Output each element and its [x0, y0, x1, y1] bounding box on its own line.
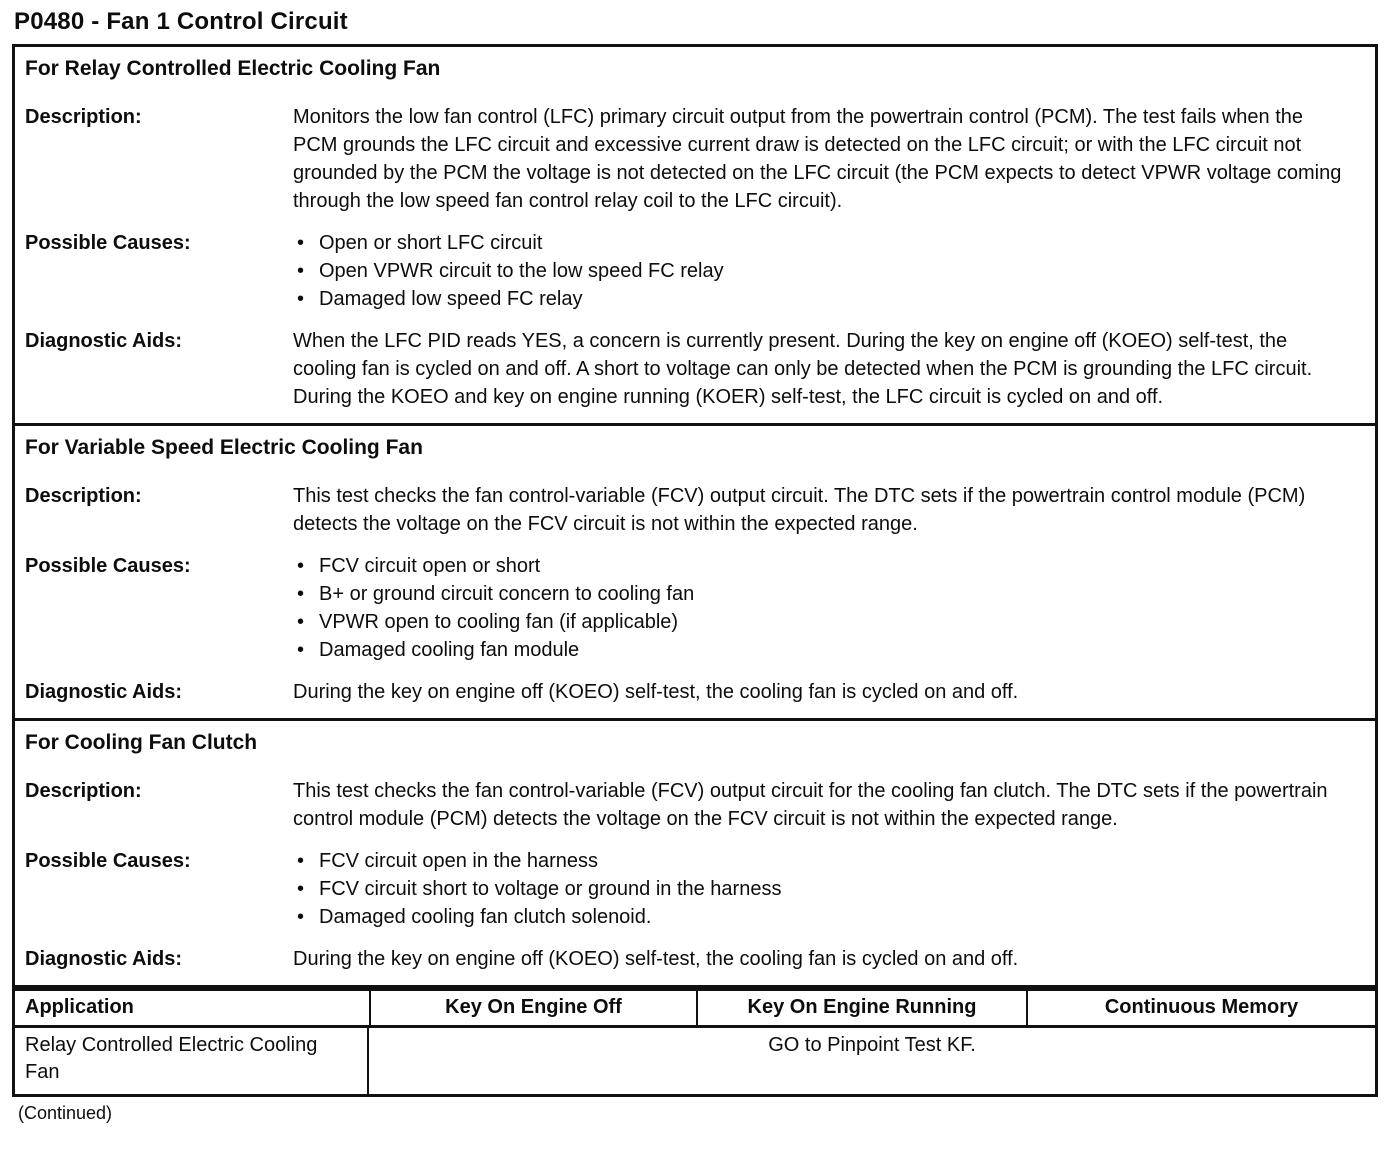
row-label: Description:: [25, 485, 142, 507]
action-cell: GO to Pinpoint Test KF.: [768, 1034, 976, 1056]
diagnostic-aids-row: [15, 327, 1375, 411]
bullet-item: • B+ or ground circuit concern to cooling fan: [293, 580, 1345, 608]
possible-causes-list: [293, 847, 1345, 931]
possible-causes-list: [293, 229, 1345, 313]
bullet-item: • FCV circuit open or short: [293, 552, 1345, 580]
section-variable-speed-fan: [15, 426, 1375, 721]
column-header-continuous-memory: Continuous Memory: [1026, 991, 1375, 1025]
section-cooling-fan-clutch: [15, 721, 1375, 988]
section-header: For Cooling Fan Clutch: [25, 731, 258, 754]
row-label: Description:: [25, 780, 142, 802]
bullet-item: • Damaged cooling fan module: [293, 636, 1345, 664]
continued-note: (Continued): [18, 1103, 113, 1123]
possible-causes-row: [15, 552, 1375, 664]
description-text: This test checks the fan control-variable (FCV) output circuit for the cooling fan clutch. The DTC sets if the powertrain control module (PCM) detects the voltage on the FCV circuit is not within the expected range.: [293, 780, 1328, 830]
row-label: Diagnostic Aids:: [25, 681, 183, 703]
bullet-item: • FCV circuit open in the harness: [293, 847, 1345, 875]
section-relay-controlled-fan: [15, 47, 1375, 426]
column-header-key-on-engine-off: Key On Engine Off: [369, 991, 696, 1025]
diagnostic-aids-text: During the key on engine off (KOEO) self-test, the cooling fan is cycled on and off.: [293, 681, 1019, 703]
row-label: Description:: [25, 106, 142, 128]
page-title: P0480 - Fan 1 Control Circuit: [14, 8, 348, 35]
diagnostic-aids-text: When the LFC PID reads YES, a concern is currently present. During the key on engine off (KOEO) self-test, the cooling fan is cycled on and off. A short to voltage can only be detected when the PCM is grounding the LFC circuit. During the KOEO and key on engine running (KOER) self-test, the LFC circuit is cycled on and off.: [293, 330, 1313, 408]
application-table: [15, 988, 1375, 1094]
diagnostic-aids-text: During the key on engine off (KOEO) self-test, the cooling fan is cycled on and off.: [293, 948, 1019, 970]
bullet-item: • Open or short LFC circuit: [293, 229, 1345, 257]
section-header: For Variable Speed Electric Cooling Fan: [25, 436, 423, 459]
bullet-item: • Open VPWR circuit to the low speed FC relay: [293, 257, 1345, 285]
bullet-item: • VPWR open to cooling fan (if applicable): [293, 608, 1345, 636]
row-label: Possible Causes:: [25, 850, 191, 872]
application-cell: Relay Controlled Electric Cooling Fan: [15, 1028, 369, 1094]
description-text: This test checks the fan control-variable (FCV) output circuit. The DTC sets if the powertrain control module (PCM) detects the voltage on the FCV circuit is not within the expected range.: [293, 485, 1306, 535]
section-header: For Relay Controlled Electric Cooling Fan: [25, 57, 441, 80]
diagnostic-aids-row: [15, 945, 1375, 973]
possible-causes-row: [15, 847, 1375, 931]
description-row: [15, 482, 1375, 538]
description-row: [15, 103, 1375, 215]
possible-causes-row: [15, 229, 1375, 313]
row-label: Possible Causes:: [25, 232, 191, 254]
dtc-table: [12, 44, 1378, 1097]
bullet-item: • FCV circuit short to voltage or ground in the harness: [293, 875, 1345, 903]
bullet-item: • Damaged cooling fan clutch solenoid.: [293, 903, 1345, 931]
row-label: Diagnostic Aids:: [25, 948, 183, 970]
column-header-application: Application: [25, 996, 134, 1018]
possible-causes-list: [293, 552, 1345, 664]
description-row: [15, 777, 1375, 833]
column-header-key-on-engine-running: Key On Engine Running: [696, 991, 1026, 1025]
description-text: Monitors the low fan control (LFC) primary circuit output from the powertrain control (PCM). The test fails when the PCM grounds the LFC circuit and excessive current draw is detected on the LFC circuit; or with the LFC circuit not grounded by the PCM the voltage is not detected on the LFC circuit (the PCM expects to detect VPWR voltage coming through the low speed fan control relay coil to the LFC circuit).: [293, 106, 1342, 212]
row-label: Possible Causes:: [25, 555, 191, 577]
row-label: Diagnostic Aids:: [25, 330, 183, 352]
diagnostic-aids-row: [15, 678, 1375, 706]
table-row: [15, 1028, 1375, 1094]
bullet-item: • Damaged low speed FC relay: [293, 285, 1345, 313]
application-table-header: [15, 991, 1375, 1028]
